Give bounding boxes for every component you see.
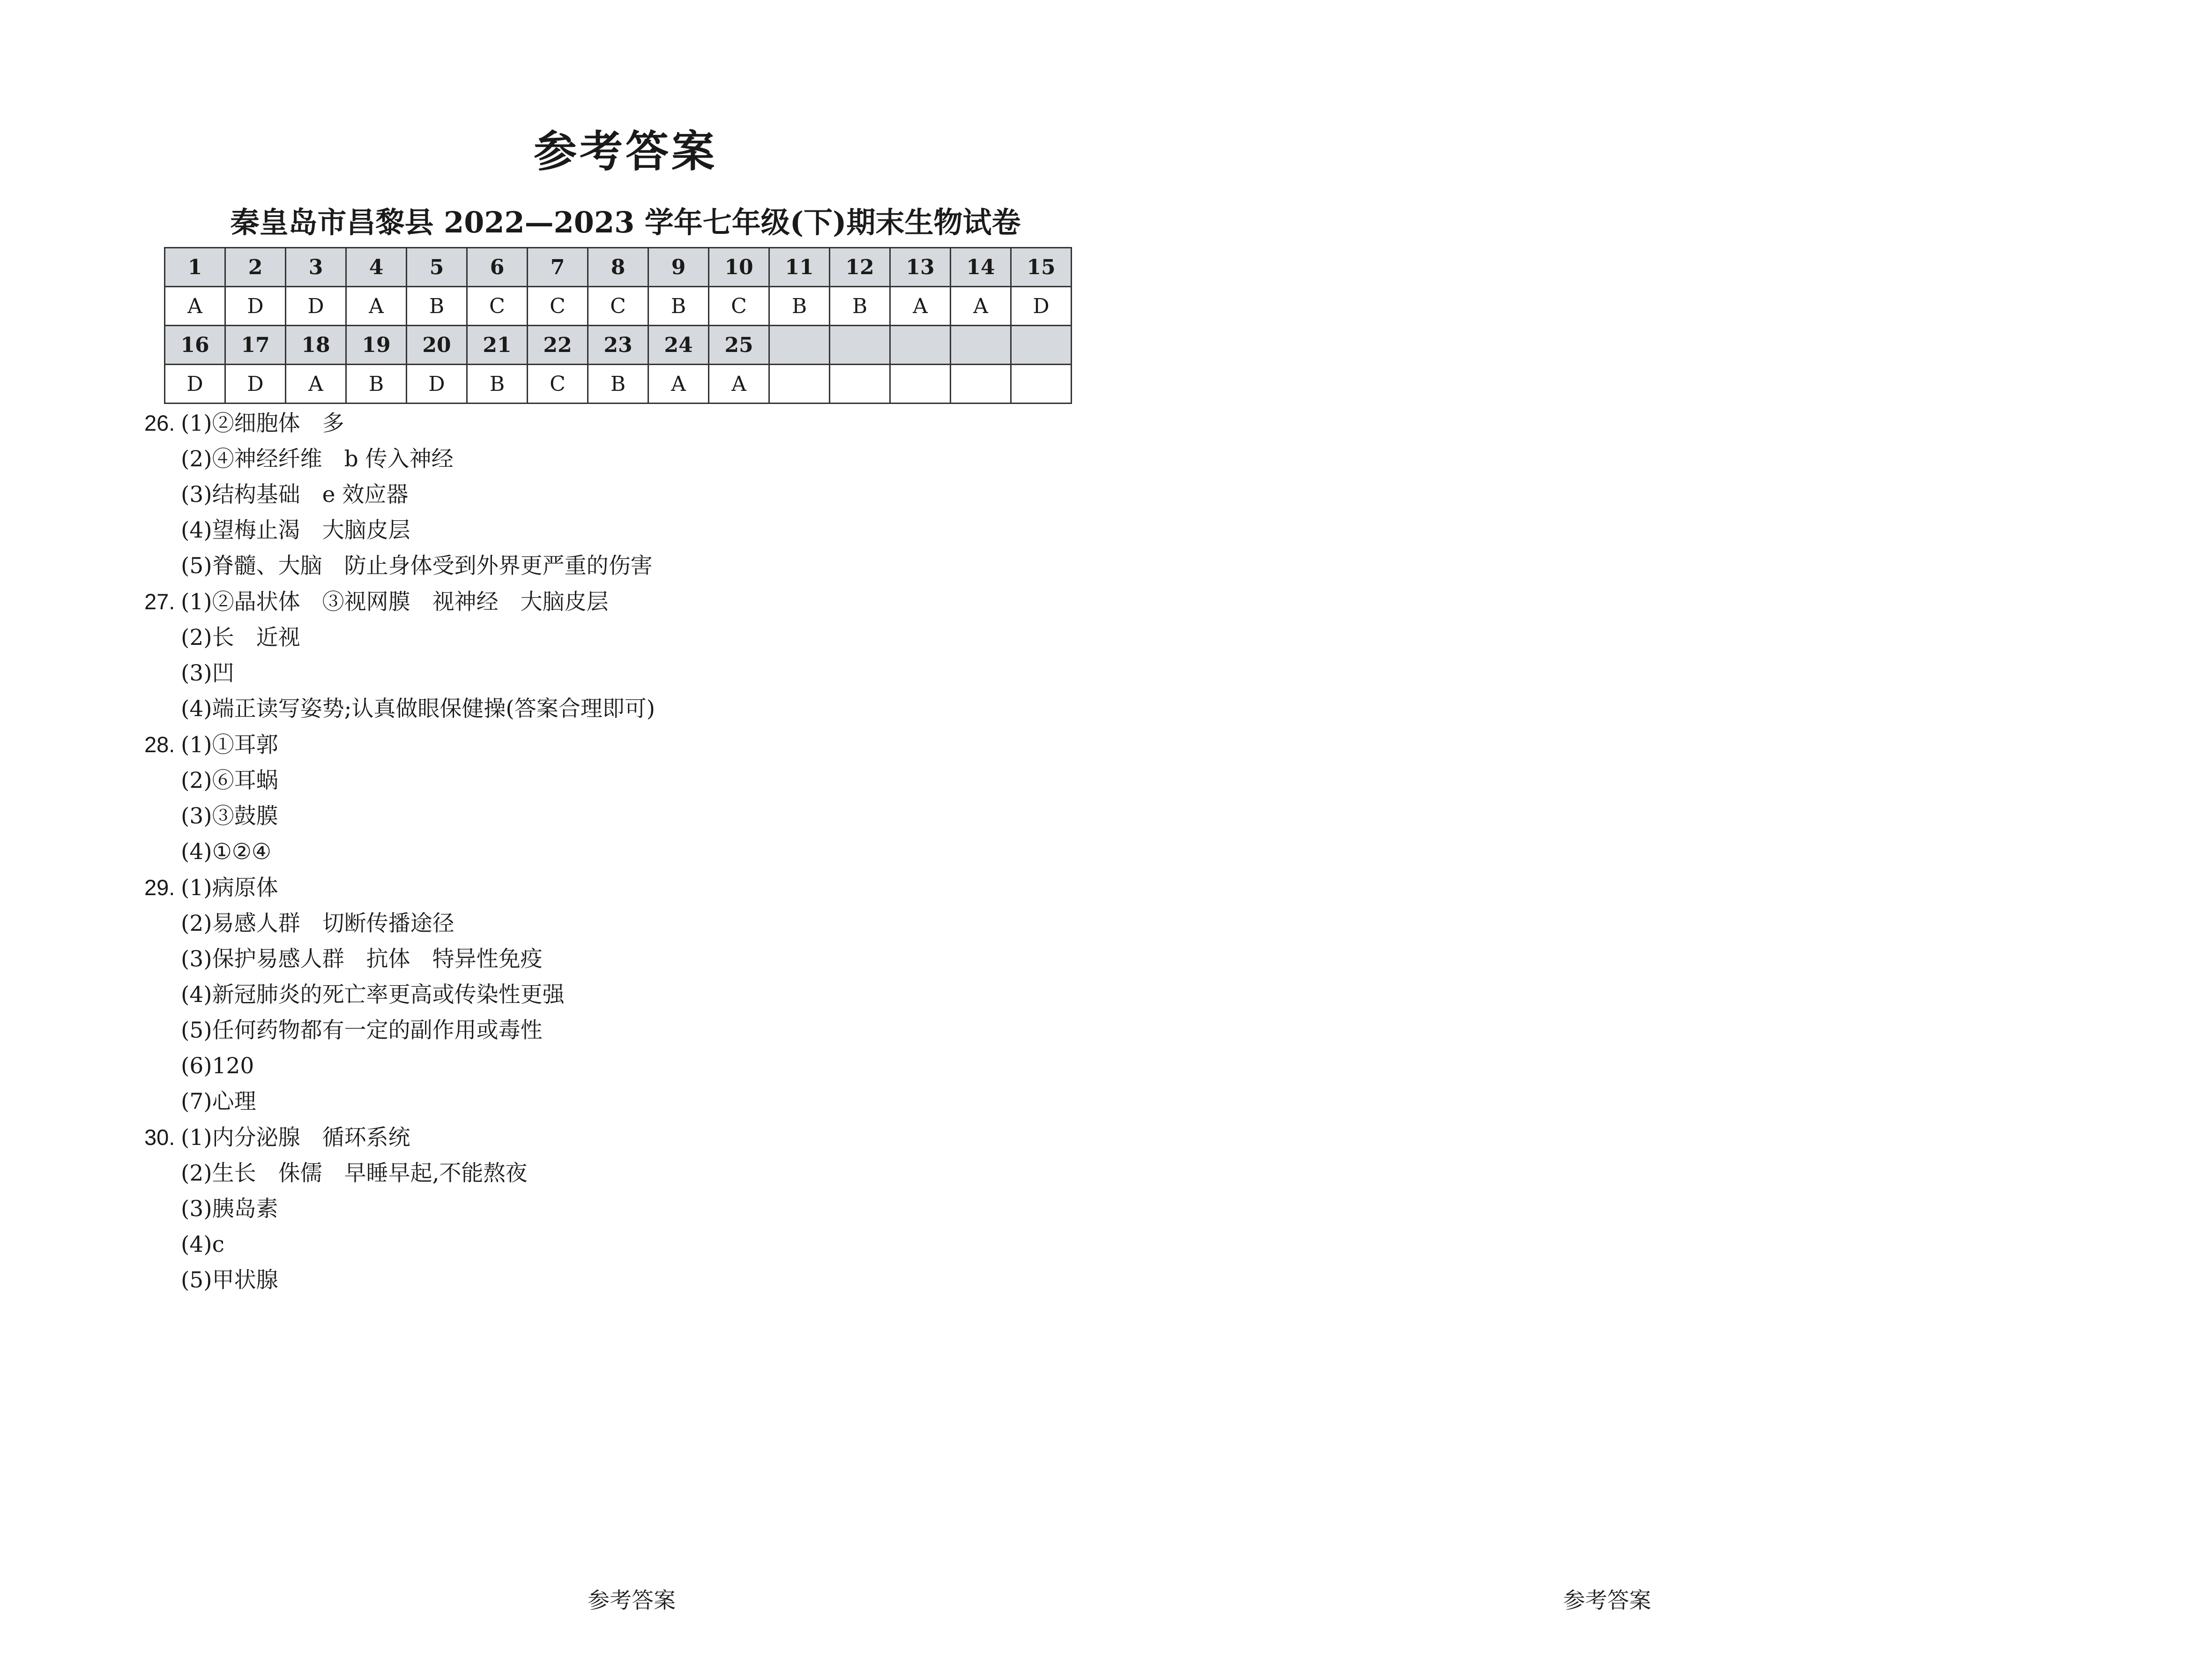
question-number-cell: [1011, 326, 1072, 365]
sub-answer-line: (2)④神经纤维 b 传入神经: [181, 446, 454, 472]
answer-row: [165, 365, 1072, 404]
answer-row: [165, 287, 1072, 326]
question-number-row: [165, 326, 1072, 365]
answer-cell: B: [467, 365, 528, 404]
question-number-cell: 4: [346, 248, 407, 287]
question-number-cell: 16: [165, 326, 225, 365]
question-answer-line: [144, 1120, 655, 1156]
question-number-cell: [830, 326, 890, 365]
answer-text: (1)病原体: [181, 875, 278, 901]
question-number-cell: 7: [528, 248, 588, 287]
answer-cell: A: [890, 287, 951, 326]
question-number-cell: [890, 326, 951, 365]
sub-answer-line: (3)③鼓膜: [181, 803, 278, 829]
answer-cell: [890, 365, 951, 404]
answer-cell: [769, 365, 830, 404]
question-number: 28.: [144, 732, 175, 757]
question-number-cell: 25: [709, 326, 769, 365]
sub-answer-line: (2)⑥耳蜗: [181, 768, 278, 793]
answer-cell: C: [588, 287, 648, 326]
answer-cell: A: [648, 365, 709, 404]
question-number-cell: 14: [951, 248, 1011, 287]
answer-cell: A: [286, 365, 346, 404]
answer-cell: B: [648, 287, 709, 326]
question-number-cell: 2: [225, 248, 286, 287]
answer-cell: B: [588, 365, 648, 404]
question-number-cell: [951, 326, 1011, 365]
sub-answer-line: (3)胰岛素: [181, 1196, 278, 1222]
answer-text: (1)②晶状体 ③视网膜 视神经 大脑皮层: [181, 589, 609, 615]
question-number-cell: 24: [648, 326, 709, 365]
sub-answer-line: (4)望梅止渴 大脑皮层: [181, 517, 410, 543]
question-number-cell: 12: [830, 248, 890, 287]
answer-cell: C: [528, 365, 588, 404]
question-number-cell: 20: [407, 326, 467, 365]
sub-answer-line: (4)新冠肺炎的死亡率更高或传染性更强: [181, 982, 565, 1008]
answer-cell: C: [528, 287, 588, 326]
answer-cell: A: [346, 287, 407, 326]
sub-answer-line: (5)脊髓、大脑 防止身体受到外界更严重的伤害: [181, 553, 653, 579]
sub-answer-line: (4)①②④: [181, 839, 271, 865]
sub-answer-line: (2)生长 侏儒 早睡早起,不能熬夜: [181, 1160, 528, 1186]
answer-cell: A: [951, 287, 1011, 326]
question-number-cell: 21: [467, 326, 528, 365]
answer-cell: D: [225, 365, 286, 404]
exam-title: 秦皇岛市昌黎县 2022—2023 学年七年级(下)期末生物试卷: [230, 205, 1021, 239]
question-number-cell: 5: [407, 248, 467, 287]
question-number-row: [165, 248, 1072, 287]
question-number-cell: 11: [769, 248, 830, 287]
question-answer-line: [144, 870, 655, 906]
question-answer-line: [144, 405, 655, 441]
answer-cell: C: [467, 287, 528, 326]
question-number-cell: 8: [588, 248, 648, 287]
question-number-cell: 10: [709, 248, 769, 287]
sub-answer-line: (5)任何药物都有一定的副作用或毒性: [181, 1017, 543, 1043]
question-number-cell: 22: [528, 326, 588, 365]
answer-text: (1)内分泌腺 循环系统: [181, 1125, 410, 1151]
sub-answer-line: (3)保护易感人群 抗体 特异性免疫: [181, 946, 543, 972]
question-number: 26.: [144, 411, 175, 435]
free-response-answers: [144, 405, 655, 1298]
footer-label-left: 参考答案: [588, 1588, 676, 1614]
question-number-cell: 19: [346, 326, 407, 365]
answer-cell: B: [346, 365, 407, 404]
answer-cell: B: [769, 287, 830, 326]
answer-cell: D: [1011, 287, 1072, 326]
answer-cell: A: [709, 365, 769, 404]
sub-answer-line: (6)120: [181, 1053, 254, 1079]
question-number: 30.: [144, 1125, 175, 1150]
question-number-cell: 13: [890, 248, 951, 287]
question-number-cell: 23: [588, 326, 648, 365]
answer-cell: D: [286, 287, 346, 326]
sub-answer-line: (5)甲状腺: [181, 1267, 278, 1293]
answer-cell: A: [165, 287, 225, 326]
answer-text: (1)①耳郭: [181, 732, 278, 758]
answer-text: (1)②细胞体 多: [181, 411, 344, 436]
question-number-cell: 6: [467, 248, 528, 287]
question-number-cell: 3: [286, 248, 346, 287]
choice-answer-table: [164, 247, 1072, 404]
answer-cell: [1011, 365, 1072, 404]
question-number: 29.: [144, 875, 175, 900]
question-answer-line: [144, 727, 655, 763]
answer-cell: [830, 365, 890, 404]
question-number-cell: 17: [225, 326, 286, 365]
question-number-cell: 9: [648, 248, 709, 287]
answer-cell: [951, 365, 1011, 404]
answer-cell: C: [709, 287, 769, 326]
question-number-cell: 18: [286, 326, 346, 365]
answer-cell: D: [165, 365, 225, 404]
question-number-cell: 15: [1011, 248, 1072, 287]
sub-answer-line: (2)易感人群 切断传播途径: [181, 911, 454, 936]
answer-cell: B: [830, 287, 890, 326]
question-number-cell: [769, 326, 830, 365]
sub-answer-line: (7)心理: [181, 1089, 256, 1114]
sub-answer-line: (2)长 近视: [181, 625, 300, 651]
answer-cell: D: [225, 287, 286, 326]
question-number: 27.: [144, 589, 175, 614]
sub-answer-line: (3)凹: [181, 660, 234, 686]
question-number-cell: 1: [165, 248, 225, 287]
question-answer-line: [144, 584, 655, 620]
page-title: 参考答案: [533, 126, 717, 177]
sub-answer-line: (4)c: [181, 1232, 224, 1257]
footer-label-right: 参考答案: [1563, 1588, 1651, 1614]
answer-cell: B: [407, 287, 467, 326]
sub-answer-line: (4)端正读写姿势;认真做眼保健操(答案合理即可): [181, 696, 655, 722]
answer-cell: D: [407, 365, 467, 404]
sub-answer-line: (3)结构基础 e 效应器: [181, 482, 409, 508]
